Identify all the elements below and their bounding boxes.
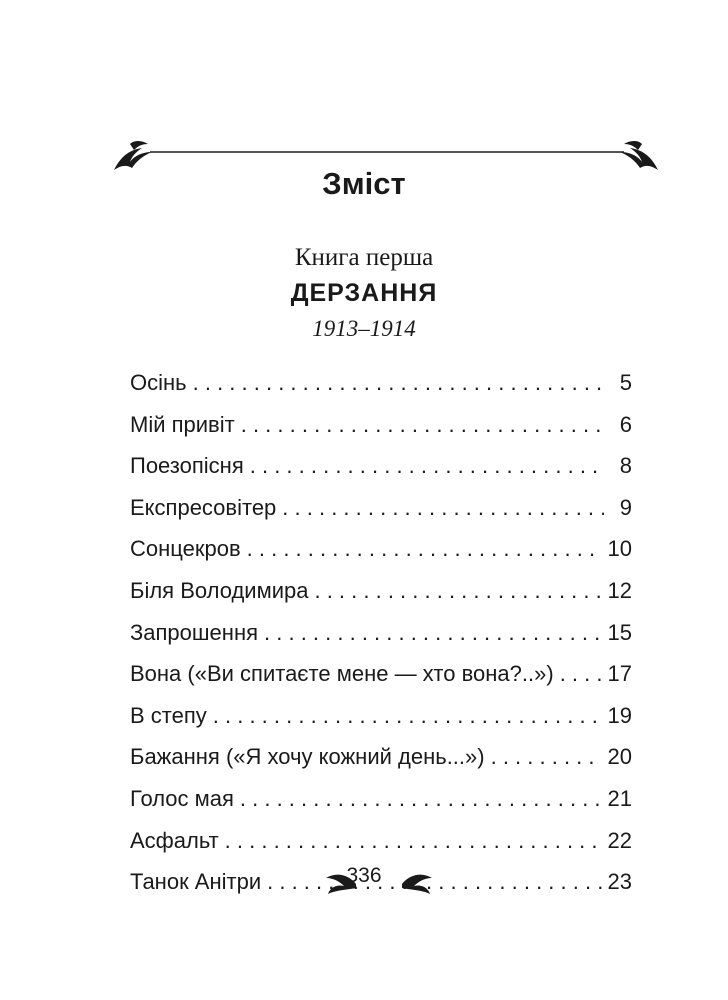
toc-entry-title: Бажання («Я хочу кожний день...»)	[130, 744, 485, 770]
page-number: 336	[346, 864, 382, 887]
toc-entry	[130, 370, 632, 412]
toc-entry-page: 5	[619, 370, 632, 395]
book-years: 1913–1914	[312, 316, 416, 341]
toc-entry-page: 22	[607, 827, 632, 853]
toc-entry-title: Запрошення	[130, 619, 259, 645]
toc-leader-dots	[282, 495, 604, 521]
toc-leader-dots	[225, 828, 602, 854]
toc-leader-dots	[241, 412, 604, 438]
toc-entry-title: Експресовітер	[130, 494, 277, 520]
toc-entry-page: 15	[607, 619, 632, 645]
toc-entry-title: Вона («Ви спитаєте мене — хто вона?..»)	[130, 661, 554, 687]
toc-entry	[130, 412, 632, 454]
toc-leader-dots	[314, 578, 601, 604]
book-title: ДЕРЗАННЯ	[290, 279, 438, 307]
table-of-contents	[130, 370, 632, 911]
toc-entry	[130, 536, 632, 578]
toc-entry-page: 23	[607, 869, 632, 895]
toc-entry	[130, 495, 632, 537]
toc-entry-title: В степу	[130, 702, 207, 728]
toc-entry-page: 17	[607, 661, 632, 687]
toc-entry	[130, 744, 632, 786]
toc-leader-dots	[264, 620, 602, 646]
toc-leader-dots	[247, 536, 602, 562]
toc-leader-dots	[560, 661, 602, 687]
toc-entry-title: Осінь	[130, 370, 187, 395]
toc-entry-page: 6	[619, 411, 632, 437]
toc-leader-dots	[240, 786, 602, 812]
toc-entry-title: Голос мая	[130, 785, 234, 811]
toc-entry-title: Танок Анітри	[130, 869, 262, 895]
toc-entry-title: Поезопісня	[130, 453, 244, 479]
toc-entry-page: 8	[619, 453, 632, 479]
toc-entry-title: Біля Володимира	[130, 577, 309, 603]
page-title: Зміст	[322, 166, 406, 201]
toc-entry-title: Асфальт	[130, 827, 219, 853]
toc-leader-dots	[193, 370, 604, 396]
toc-entry	[130, 620, 632, 662]
toc-entry	[130, 453, 632, 495]
toc-leader-dots	[213, 703, 602, 729]
toc-entry-page: 10	[607, 536, 632, 562]
toc-entry	[130, 661, 632, 703]
toc-entry	[130, 703, 632, 745]
toc-entry-page: 20	[607, 744, 632, 770]
toc-entry-title: Мій привіт	[130, 411, 235, 437]
toc-entry	[130, 786, 632, 828]
toc-entry-page: 9	[619, 494, 632, 520]
toc-leader-dots	[250, 453, 604, 479]
toc-entry-page: 19	[607, 702, 632, 728]
book-label: Книга перша	[294, 244, 434, 271]
toc-leader-dots	[491, 744, 602, 770]
toc-entry	[130, 578, 632, 620]
toc-entry-page: 21	[607, 785, 632, 811]
toc-entry-title: Сонцекров	[130, 536, 241, 562]
toc-entry-page: 12	[607, 577, 632, 603]
